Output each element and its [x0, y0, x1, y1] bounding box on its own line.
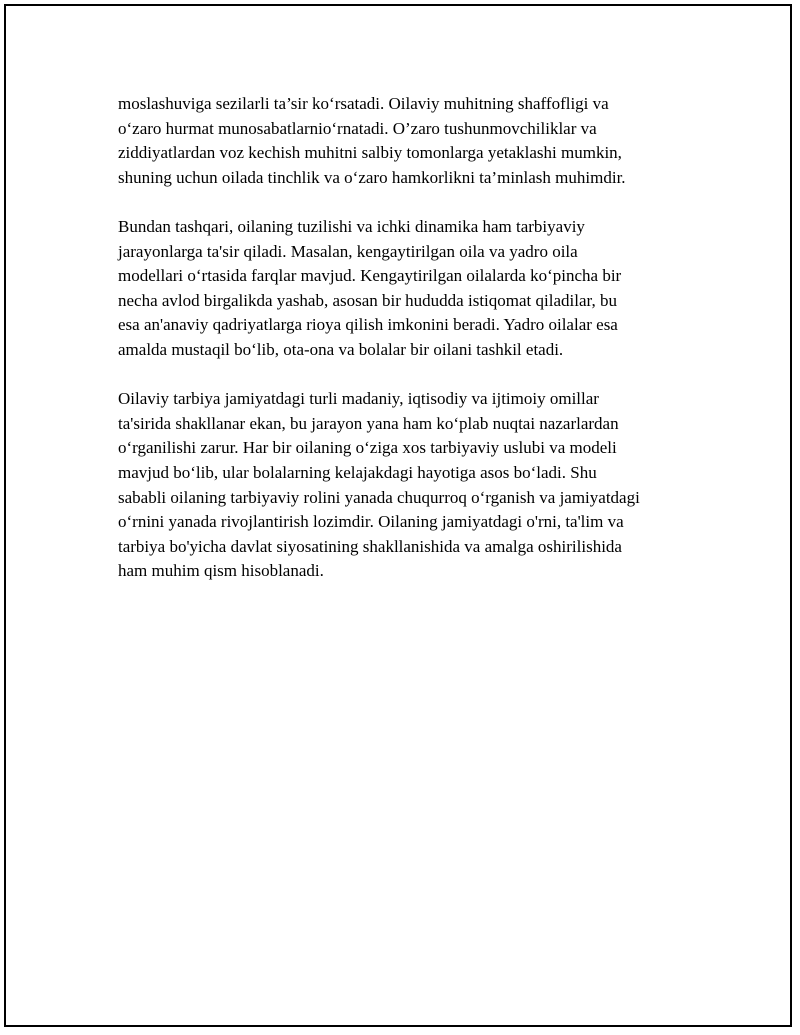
text-line: necha avlod birgalikda yashab, asosan bir hududda istiqomat qiladilar, bu: [118, 290, 617, 310]
paragraph-2: [118, 215, 698, 363]
text-line: moslashuviga sezilarli ta’sir ko‘rsatadi. Oilaviy muhitning shaffofligi va: [118, 94, 609, 113]
text-line: Bundan tashqari, oilaning tuzilishi va ichki dinamika ham tarbiyaviy: [118, 216, 585, 236]
text-line: o‘rnini yanada rivojlantirish lozimdir. Oilaning jamiyatdagi o'rni, ta'lim va: [118, 512, 624, 532]
text-line: tarbiya bo'yicha davlat siyosatining shakllanishida va amalga oshirilishida: [118, 536, 622, 556]
text-line: mavjud bo‘lib, ular bolalarning kelajakdagi hayotiga asos bo‘ladi. Shu: [118, 462, 597, 482]
text-line: sababli oilaning tarbiyaviy rolini yanada chuqurroq o‘rganish va jamiyatdagi: [118, 487, 640, 507]
text-line: ziddiyatlardan voz kechish muhitni salbiy tomonlarga yetaklashi mumkin,: [118, 143, 622, 163]
paragraph-3: [118, 387, 698, 584]
text-line: shuning uchun oilada tinchlik va o‘zaro hamkorlikni ta’minlash muhimdir.: [118, 167, 626, 187]
text-line: ta'sirida shakllanar ekan, bu jarayon yana ham ko‘plab nuqtai nazarlardan: [118, 413, 619, 433]
text-line: o‘rganilishi zarur. Har bir oilaning o‘ziga xos tarbiyaviy uslubi va modeli: [118, 438, 617, 458]
text-line: amalda mustaqil bo‘lib, ota-ona va bolalar bir oilani tashkil etadi.: [118, 339, 564, 359]
text-line: esa an'anaviy qadriyatlarga rioya qilish imkonini beradi. Yadro oilalar esa: [118, 315, 618, 335]
paragraph-1: [118, 92, 698, 190]
text-line: o‘zaro hurmat munosabatlarnio‘rnatadi. O’zaro tushunmovchiliklar va: [118, 118, 597, 138]
text-line: Oilaviy tarbiya jamiyatdagi turli madaniy, iqtisodiy va ijtimoiy omillar: [118, 389, 599, 409]
text-line: modellari o‘rtasida farqlar mavjud. Kengaytirilgan oilalarda ko‘pincha bir: [118, 266, 622, 286]
text-line: jarayonlarga ta'sir qiladi. Masalan, kengaytirilgan oila va yadro oila: [118, 241, 578, 261]
text-line: ham muhim qism hisoblanadi.: [118, 561, 324, 581]
document-body: [118, 92, 698, 608]
